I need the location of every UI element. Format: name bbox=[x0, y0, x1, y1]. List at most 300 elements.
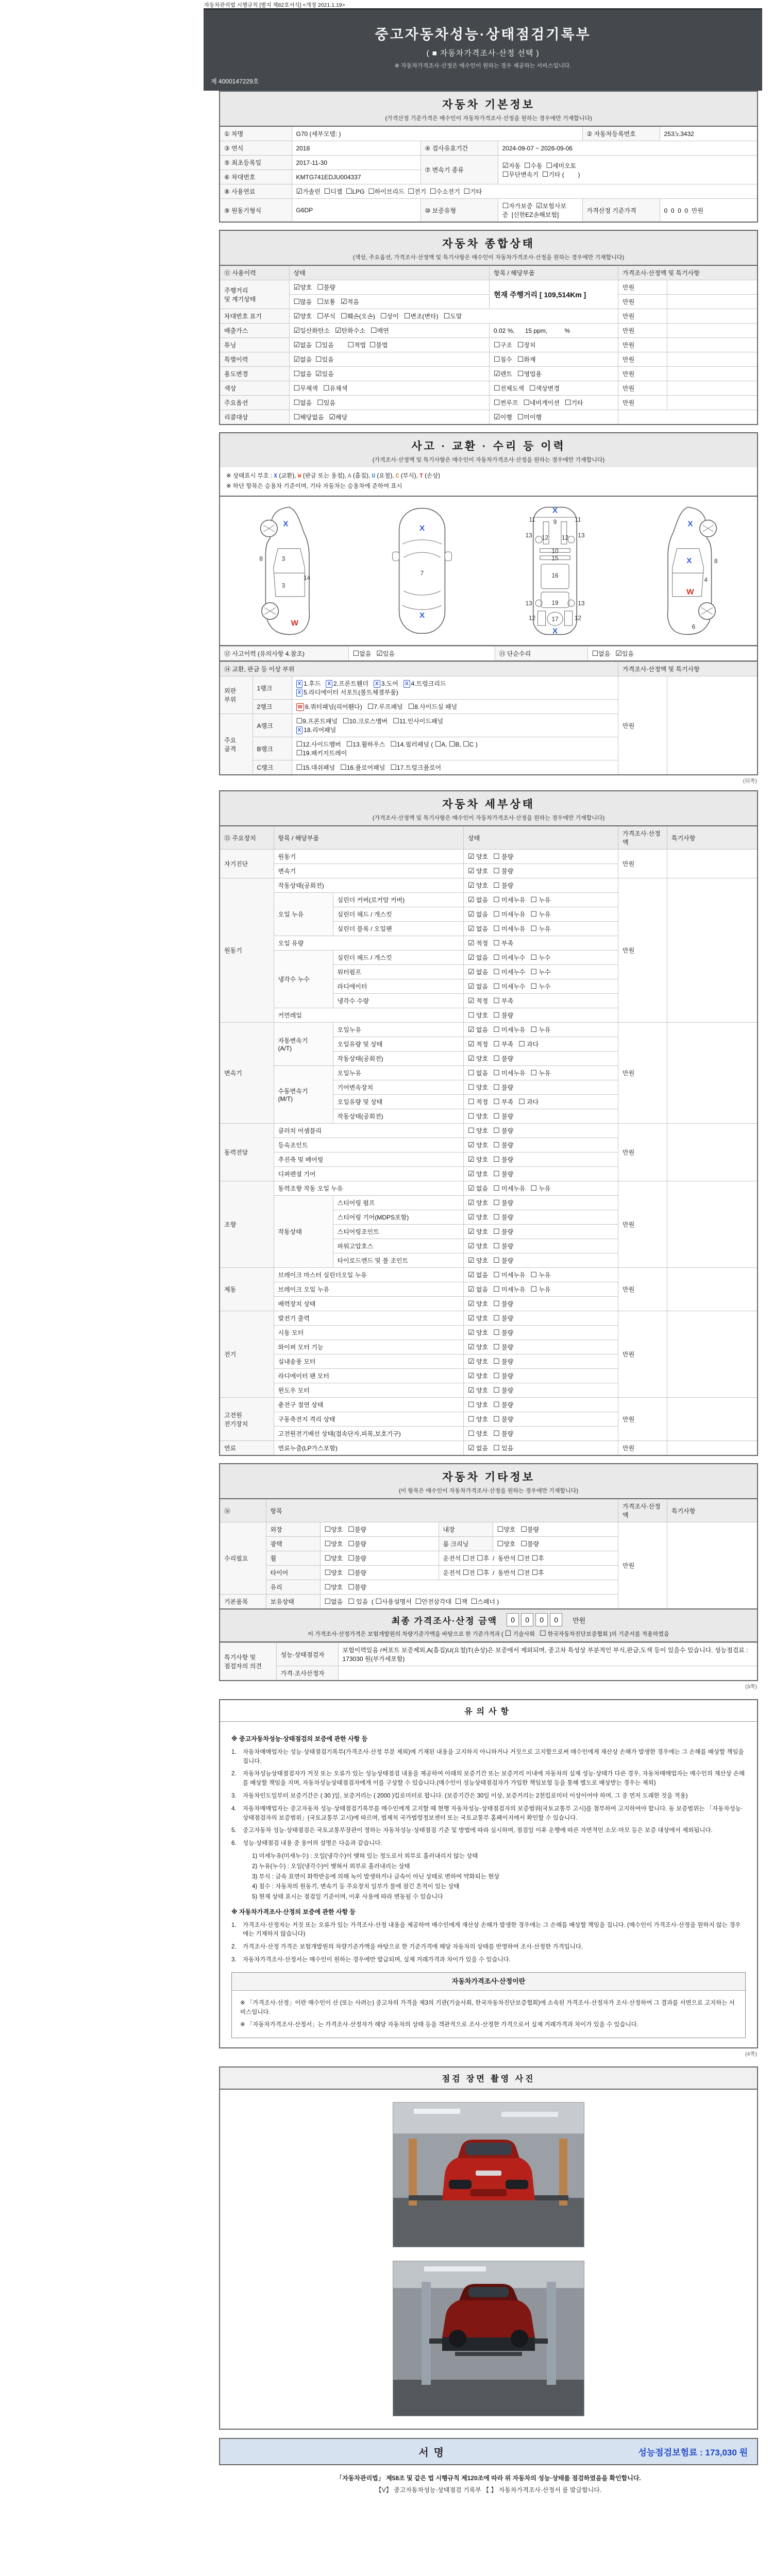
checkbox-empty-icon: ☐ bbox=[530, 1184, 537, 1193]
value-warranty-type[interactable]: ☐자가보증 ☑보험사보증 [신한EZ손해보험] bbox=[498, 199, 582, 223]
accident-history-status[interactable]: ☐없음 ☑있음 bbox=[348, 647, 495, 662]
status[interactable]: ☑ 양호 ☐ 불량 bbox=[464, 1369, 618, 1383]
status[interactable]: ☐ 양호 ☐ 불량 bbox=[464, 1398, 618, 1412]
checkbox-empty-icon: ☐ bbox=[296, 749, 303, 757]
status[interactable]: ☑ 양호 ☐ 불량 bbox=[464, 1196, 618, 1210]
checkbox-empty-icon: ☐ bbox=[524, 161, 531, 170]
group-electric: 전기 bbox=[220, 1311, 274, 1398]
table-row bbox=[220, 156, 758, 170]
checkbox-empty-icon: ☐ bbox=[415, 1597, 422, 1606]
note-cell bbox=[667, 280, 758, 295]
label-accident-history: ⑫ 사고이력 (유의사항 4.참조) bbox=[220, 647, 348, 662]
wheel-positions[interactable]: 운전석 ☐전 ☐후 / 동반석 ☐전 ☐후 bbox=[439, 1551, 618, 1566]
row-mileage: 주행거리 및 계기상태 bbox=[220, 280, 289, 309]
rank-a-items[interactable]: ☐9.프론트패널 ☐10.크로스멤버 ☐11.인사이드패널 X 18.리어패널 bbox=[292, 714, 618, 737]
notice-item bbox=[231, 1943, 746, 1952]
status[interactable]: ☐ 양호 ☐ 불량 bbox=[464, 1080, 618, 1095]
overall-status-table bbox=[219, 265, 758, 425]
checkbox-empty-icon: ☐ bbox=[345, 187, 352, 195]
status[interactable]: ☐양호 ☐불량 bbox=[320, 1551, 439, 1566]
opinion-row bbox=[220, 1643, 758, 1666]
checkbox-empty-icon: ☐ bbox=[530, 1025, 537, 1034]
label-vin: ⑥ 차대번호 bbox=[220, 170, 292, 184]
legend-letter: W bbox=[297, 473, 301, 480]
item: 연료누출(LP가스포함) bbox=[274, 1441, 464, 1456]
weld-mark: W bbox=[291, 619, 298, 628]
item-room-cleaning: 룸 크리닝 bbox=[439, 1537, 493, 1551]
status[interactable]: ☑ 양호 ☐ 불량 bbox=[464, 864, 618, 878]
checkbox-empty-icon: ☐ bbox=[493, 1444, 500, 1452]
checkbox-empty-icon: ☐ bbox=[348, 1525, 355, 1534]
panel-number: 12 bbox=[528, 614, 535, 622]
checkbox-empty-icon: ☐ bbox=[517, 341, 524, 349]
status[interactable]: ☑ 양호 ☐ 불량 bbox=[464, 1138, 618, 1153]
vin-marking-status[interactable]: ☑양호 ☐부식 ☐훼손(오손) ☐상이 ☐변조(변타) ☐도말 bbox=[289, 309, 618, 324]
checkbox-empty-icon: ☐ bbox=[517, 355, 524, 363]
label-car-name: ① 차명 bbox=[220, 126, 292, 141]
checkbox-empty-icon: ☐ bbox=[493, 1170, 500, 1178]
checkbox-empty-icon: ☐ bbox=[324, 1597, 331, 1606]
status[interactable]: ☑ 없음 ☐ 미세누수 ☐ 누수 bbox=[464, 965, 618, 979]
row-options: 주요옵션 bbox=[220, 396, 289, 410]
checkbox-checked-icon: ☑ bbox=[468, 968, 475, 976]
item: 브레이크 오일 누유 bbox=[274, 1282, 464, 1297]
note-cell bbox=[667, 878, 758, 1023]
accident-legend bbox=[219, 467, 758, 497]
table-row bbox=[220, 280, 758, 295]
status[interactable]: ☐ 적정 ☐ 부족 ☐ 과다 bbox=[464, 1095, 618, 1109]
checkbox-empty-icon: ☐ bbox=[323, 384, 330, 392]
status[interactable]: ☐양호 ☐불량 bbox=[320, 1537, 439, 1551]
legend-letter: X bbox=[274, 473, 278, 480]
tire-positions[interactable]: 운전석 ☐전 ☐후 / 동반석 ☐전 ☐후 bbox=[439, 1566, 618, 1580]
inspection-photo-front bbox=[393, 2102, 584, 2247]
status[interactable]: ☑ 없음 ☐ 미세누수 ☐ 누수 bbox=[464, 979, 618, 994]
table-row bbox=[220, 1181, 758, 1196]
note-cell bbox=[667, 1522, 758, 1609]
item: 변속기 bbox=[274, 864, 464, 878]
rank-2-items[interactable]: W 6.쿼터패널(리어휀다) ☐7.루프패널 ☐8.사이드실 패널 bbox=[292, 700, 618, 714]
checkbox-empty-icon: ☐ bbox=[493, 1429, 500, 1438]
status[interactable]: ☑ 양호 ☐ 불량 bbox=[464, 1383, 618, 1398]
page-marker: (뒤쪽) bbox=[743, 778, 757, 785]
checkbox-empty-icon: ☐ bbox=[348, 1597, 355, 1606]
table-row bbox=[220, 1499, 758, 1522]
price-cell: 만원 bbox=[618, 1311, 667, 1398]
status[interactable]: ☑ 없음 ☐ 있음 bbox=[464, 1441, 618, 1456]
notice-body bbox=[220, 1722, 757, 2047]
col-usage-history: ⑪ 사용이력 bbox=[220, 265, 289, 280]
recall-status[interactable]: ☐해당없음 ☑해당 bbox=[289, 410, 490, 425]
checkbox-empty-icon: ☐ bbox=[317, 297, 324, 306]
value-engine-type: G6DP bbox=[292, 199, 421, 223]
emission-values: 0.02 %, 15 ppm, % bbox=[490, 324, 618, 338]
item: 실린더 블록 / 오일팬 bbox=[333, 922, 464, 936]
row-special-history: 특별이력 bbox=[220, 352, 289, 367]
checkbox-empty-icon: ☐ bbox=[370, 326, 377, 334]
item: 시동 모터 bbox=[274, 1326, 464, 1340]
price-cell: 만원 bbox=[618, 352, 667, 367]
checkbox-checked-icon: ☑ bbox=[468, 1198, 475, 1207]
photos-title: 점검 장면 촬영 사진 bbox=[219, 2066, 758, 2090]
checkbox-checked-icon: ☑ bbox=[329, 413, 335, 421]
tuning-target[interactable]: ☐구조 ☐장치 bbox=[490, 338, 618, 352]
recall-note bbox=[618, 410, 758, 425]
notice-part1-items bbox=[231, 1748, 746, 1902]
final-price-section bbox=[219, 1609, 758, 1642]
checkbox-empty-icon: ☐ bbox=[531, 1554, 539, 1563]
legend-letter: U bbox=[372, 473, 376, 480]
checkbox-empty-icon: ☐ bbox=[493, 1415, 500, 1423]
status[interactable]: ☑ 양호 ☐ 불량 bbox=[464, 1340, 618, 1354]
item: 워터펌프 bbox=[333, 965, 464, 979]
checkbox-empty-icon: ☐ bbox=[463, 187, 470, 195]
table-row bbox=[220, 850, 758, 864]
checkbox-empty-icon: ☐ bbox=[530, 953, 537, 962]
item: 윈도우 모터 bbox=[274, 1383, 464, 1398]
simple-repair-status[interactable]: ☐없음 ☑있음 bbox=[587, 647, 758, 662]
status[interactable]: ☑ 적정 ☐ 부족 ☐ 과다 bbox=[464, 1037, 618, 1052]
table-row bbox=[220, 826, 758, 850]
section-title: 자동차 기타정보 bbox=[442, 1471, 535, 1484]
section-subtitle: (가격산정 기준가격은 매수인이 자동차가격조사·산정을 원하는 경우에만 기재합니다) bbox=[385, 115, 592, 122]
checkbox-empty-icon: ☐ bbox=[502, 201, 509, 210]
legend-letter: A bbox=[347, 473, 351, 480]
status[interactable]: ☑ 양호 ☐ 불량 bbox=[464, 850, 618, 864]
status[interactable]: ☑ 양호 ☐ 불량 bbox=[464, 1311, 618, 1326]
checkbox-empty-icon: ☐ bbox=[390, 763, 397, 772]
status[interactable]: ☑ 양호 ☐ 불량 bbox=[464, 878, 618, 893]
status[interactable]: ☑ 없음 ☐ 미세누유 ☐ 누유 bbox=[464, 893, 618, 907]
notice-item bbox=[231, 1805, 746, 1823]
checkbox-empty-icon: ☐ bbox=[324, 187, 331, 195]
item: 실린더 헤드 / 개스킷 bbox=[333, 951, 464, 965]
panel-number: 12 bbox=[574, 614, 581, 622]
section-title: 자동차 종합상태 bbox=[442, 238, 535, 250]
status[interactable]: ☐ 양호 ☐ 불량 bbox=[464, 1008, 618, 1023]
section-title: 사고 · 교환 · 수리 등 이력 bbox=[411, 440, 566, 452]
rank-c: C랭크 bbox=[253, 760, 292, 775]
table-row bbox=[220, 324, 758, 338]
checkbox-empty-icon: ☐ bbox=[434, 740, 442, 749]
exchange-mark-icon: X bbox=[326, 680, 332, 688]
checkbox-empty-icon: ☐ bbox=[462, 1568, 469, 1577]
checkbox-empty-icon: ☐ bbox=[448, 740, 456, 749]
exchange-mark: X bbox=[419, 611, 425, 620]
price-cell: 만원 bbox=[618, 280, 667, 295]
status[interactable]: ☑ 양호 ☐ 불량 bbox=[464, 1052, 618, 1066]
section-subtitle: (가격조사·산정액 및 특기사항은 매수인이 자동차가격조사·산정을 원하는 경우에만 기재합니다) bbox=[372, 815, 605, 822]
checkbox-checked-icon: ☑ bbox=[468, 1141, 475, 1149]
table-row bbox=[220, 265, 758, 280]
checkbox-empty-icon: ☐ bbox=[348, 1554, 355, 1563]
document-content bbox=[219, 91, 758, 2496]
group-main-frame: 주요 골격 bbox=[220, 714, 253, 775]
page-marker: (3쪽) bbox=[745, 1684, 757, 1690]
insurance-fee: 성능점검보험료 : 173,030 원 bbox=[638, 2448, 748, 2458]
checkbox-checked-icon: ☑ bbox=[494, 369, 500, 378]
status[interactable]: ☐양호 ☐불량 bbox=[493, 1537, 618, 1551]
checkbox-checked-icon: ☑ bbox=[468, 1155, 475, 1164]
right-mirror bbox=[445, 552, 452, 561]
item: 등속조인트 bbox=[274, 1138, 464, 1153]
options-status[interactable]: ☐없음 ☐있음 bbox=[289, 396, 490, 410]
col-note: 특기사항 bbox=[667, 1499, 758, 1522]
note-cell bbox=[667, 324, 758, 338]
checkbox-empty-icon: ☐ bbox=[468, 1011, 475, 1020]
inspector-role-label: 가격·조사산정자 bbox=[276, 1666, 338, 1681]
rank-1-items[interactable]: X 1.후드 X 2.프론트휀더 X 3.도어 X 4.트렁크리드 X 5.라디에이터 서포트(볼트체결부품) bbox=[292, 676, 618, 700]
status[interactable]: ☑ 양호 ☐ 불량 bbox=[464, 1153, 618, 1167]
price-cell: 만원 bbox=[618, 1124, 667, 1181]
color-change[interactable]: ☐전체도색 ☐색상변경 bbox=[490, 381, 618, 396]
status[interactable]: ☐ 없음 ☐ 미세누유 ☐ 누유 bbox=[464, 1066, 618, 1080]
section-basic-info-header bbox=[219, 91, 758, 126]
exchange-mark-icon: X bbox=[296, 689, 303, 697]
item: 오일유량 및 상태 bbox=[333, 1095, 464, 1109]
checkbox-empty-icon: ☐ bbox=[517, 369, 524, 378]
col-price: 가격조사·산정액 bbox=[618, 826, 667, 850]
checkbox-checked-icon: ☑ bbox=[335, 326, 342, 334]
checkbox-empty-icon: ☐ bbox=[493, 895, 500, 904]
status[interactable]: ☑ 없음 ☐ 미세누수 ☐ 누수 bbox=[464, 951, 618, 965]
checkbox-empty-icon: ☐ bbox=[340, 763, 347, 772]
checkbox-checked-icon: ☑ bbox=[468, 982, 475, 991]
row-recall: 리콜대상 bbox=[220, 410, 289, 425]
price-digit-box: 0 bbox=[535, 1613, 548, 1626]
panel-number: 19 bbox=[551, 599, 559, 607]
status[interactable]: ☐ 양호 ☐ 불량 bbox=[464, 1412, 618, 1427]
status[interactable]: ☑ 없음 ☐ 미세누유 ☐ 누유 bbox=[464, 1023, 618, 1037]
checkbox-empty-icon: ☐ bbox=[493, 968, 500, 976]
opinion-row bbox=[220, 1666, 758, 1681]
inspector-opinion-text bbox=[338, 1666, 758, 1681]
usage-change-type[interactable]: ☑렌트 ☐영업용 bbox=[490, 367, 618, 381]
item: 오일누유 bbox=[333, 1066, 464, 1080]
checkbox-empty-icon: ☐ bbox=[517, 413, 524, 421]
photos-area bbox=[219, 2090, 758, 2430]
section-title: 자동차 세부상태 bbox=[442, 799, 535, 811]
col-main-device: ⑮ 주요장치 bbox=[220, 826, 274, 850]
notice-sub-item: 5) 현재 상태 표시는 점검일 기준이며, 이후 사용에 따라 변동될 수 있습니다 bbox=[252, 1894, 443, 1901]
status[interactable]: ☑ 양호 ☐ 불량 bbox=[464, 1225, 618, 1239]
checkbox-empty-icon: ☐ bbox=[564, 398, 572, 406]
status[interactable]: ☐양호 ☐불량 bbox=[493, 1522, 618, 1537]
tuning-status[interactable]: ☑없음 ☐있음 ☐적법 ☐불법 bbox=[289, 338, 490, 352]
mileage-meter-status[interactable]: ☑양호 ☐불량 bbox=[289, 280, 490, 295]
checkbox-empty-icon: ☐ bbox=[468, 1069, 475, 1077]
status[interactable]: ☑ 양호 ☐ 불량 bbox=[464, 1326, 618, 1340]
status[interactable]: ☑ 없음 ☐ 미세누유 ☐ 누유 bbox=[464, 1282, 618, 1297]
group-engine: 원동기 bbox=[220, 878, 274, 1023]
col-item-part: 항목 / 해당부품 bbox=[490, 265, 618, 280]
mileage-amount[interactable]: ☐많음 ☐보통 ☑적음 bbox=[289, 295, 490, 309]
checkbox-empty-icon: ☐ bbox=[493, 852, 500, 861]
title-band bbox=[204, 8, 762, 91]
status[interactable]: ☐ 양호 ☐ 불량 bbox=[464, 1124, 618, 1138]
exchange-mark: X bbox=[283, 519, 289, 529]
status[interactable]: ☑ 양호 ☐ 불량 bbox=[464, 1253, 618, 1268]
value-transmission[interactable]: ☑자동 ☐수동 ☐세미오토 ☐무단변속기 ☐기타 ( ) bbox=[498, 156, 758, 184]
status[interactable]: ☑ 양호 ☐ 불량 bbox=[464, 1297, 618, 1311]
color-status[interactable]: ☐무채색 ☐유채색 bbox=[289, 381, 490, 396]
status[interactable]: ☐양호 ☐불량 bbox=[320, 1566, 439, 1580]
item: 실린더 커버(로커암 커버) bbox=[333, 893, 464, 907]
checkbox-empty-icon: ☐ bbox=[455, 1597, 462, 1606]
checkbox-empty-icon: ☐ bbox=[348, 1568, 355, 1577]
recall-done[interactable]: ☑이행 ☐미이행 bbox=[490, 410, 618, 425]
status[interactable]: ☑ 없음 ☐ 미세누유 ☐ 누유 bbox=[464, 1181, 618, 1196]
checkbox-empty-icon: ☐ bbox=[404, 312, 411, 320]
checkbox-empty-icon: ☐ bbox=[493, 1184, 500, 1193]
table-row bbox=[220, 647, 758, 662]
checkbox-empty-icon: ☐ bbox=[493, 1256, 500, 1265]
status[interactable]: ☑ 적정 ☐ 부족 bbox=[464, 994, 618, 1008]
checkbox-empty-icon: ☐ bbox=[493, 1155, 500, 1164]
status[interactable]: ☑ 양호 ☐ 불량 bbox=[464, 1354, 618, 1369]
col-status: 상태 bbox=[464, 826, 618, 850]
panel-number: 3 bbox=[281, 555, 285, 563]
row-emission: 배출가스 bbox=[220, 324, 289, 338]
status[interactable]: ☐양호 ☐불량 bbox=[320, 1522, 439, 1537]
note-cell bbox=[667, 1398, 758, 1441]
item: 오일 유량 bbox=[274, 936, 464, 951]
checkbox-empty-icon: ☐ bbox=[493, 996, 500, 1005]
notice-sub-item: 2) 누유(누수) : 오일(냉각수)이 맺혀서 외부로 흘러내리는 상태 bbox=[252, 1863, 410, 1870]
checkbox-empty-icon: ☐ bbox=[468, 1112, 475, 1121]
checkbox-checked-icon: ☑ bbox=[468, 1314, 475, 1323]
table-row bbox=[220, 396, 758, 410]
notice-item-text: 자동차성능상태점검자가 거짓 또는 오류가 있는 성능상태점검 내용을 제공하여 아래의 보증기간 또는 보증거리 이내에 자동차의 실제 성능·상태가 다른 경우, 자동차매매업자는 매수인의 재산상 손해를 배상할 책임을 지며, 자동차성능상태점검자에게 이를 구상할 수 있습니다.(매수인이 성능상태점검자가 가입한 책임보험 등을 통해 별도로 배상받는 경우는 제외) bbox=[243, 1771, 745, 1787]
opinion-section-label: 특기사항 및 점검자의 의견 bbox=[220, 1643, 276, 1681]
checkbox-empty-icon: ☐ bbox=[429, 187, 436, 195]
notice-item bbox=[231, 1748, 746, 1767]
item: 작동상태(공회전) bbox=[333, 1109, 464, 1124]
checkbox-empty-icon: ☐ bbox=[369, 341, 376, 349]
value-fuel[interactable]: ☑가솔린 ☐디젤 ☐LPG ☐하이브리드 ☐전기 ☐수소전기 ☐기타 bbox=[292, 184, 758, 199]
table-row bbox=[220, 295, 758, 309]
special-history-type[interactable]: ☐침수 ☐화재 bbox=[490, 352, 618, 367]
item: 커먼레일 bbox=[274, 1008, 464, 1023]
car-diagram-side-left bbox=[251, 504, 328, 638]
panel-number: 13 bbox=[578, 600, 585, 607]
panel-number: 9 bbox=[553, 518, 557, 526]
value-inspection-period: 2024-09-07 ~ 2026-09-06 bbox=[498, 141, 758, 156]
checkbox-empty-icon: ☐ bbox=[296, 763, 303, 772]
usage-change-status[interactable]: ☐없음 ☑있음 bbox=[289, 367, 490, 381]
checkbox-checked-icon: ☑ bbox=[468, 1299, 475, 1308]
notice-item-number: 1. bbox=[231, 1922, 237, 1928]
table-row bbox=[220, 309, 758, 324]
checkbox-checked-icon: ☑ bbox=[494, 413, 500, 421]
price-digit-box: 0 bbox=[507, 1613, 519, 1626]
checkbox-empty-icon: ☐ bbox=[352, 649, 360, 658]
table-row bbox=[220, 352, 758, 367]
panel-number: 3 bbox=[281, 582, 285, 589]
status[interactable]: ☐양호 ☐불량 bbox=[320, 1580, 618, 1595]
signature-label: 서명 bbox=[418, 2447, 449, 2459]
row-usage-change: 용도변경 bbox=[220, 367, 289, 381]
price-cell: 만원 bbox=[618, 1441, 667, 1456]
checkbox-empty-icon: ☐ bbox=[493, 1069, 500, 1077]
checkbox-checked-icon: ☑ bbox=[615, 649, 622, 658]
label-base-price: 가격산정 기준가격 bbox=[582, 199, 660, 223]
checkbox-empty-icon: ☐ bbox=[493, 1040, 500, 1048]
checkbox-empty-icon: ☐ bbox=[347, 341, 354, 349]
note-cell bbox=[667, 676, 758, 775]
status[interactable]: ☑ 양호 ☐ 불량 bbox=[464, 1210, 618, 1225]
checkbox-checked-icon: ☑ bbox=[502, 161, 509, 170]
label-transmission: ⑦ 변속기 종류 bbox=[421, 156, 498, 184]
checkbox-empty-icon: ☐ bbox=[380, 312, 387, 320]
checkbox-checked-icon: ☑ bbox=[468, 1054, 475, 1063]
checkbox-empty-icon: ☐ bbox=[518, 1097, 525, 1106]
notice-sub-item: 4) 침수 : 자동차의 원동기, 변속기 등 주요장치 일부가 물에 잠긴 흔적이 있는 상태 bbox=[252, 1884, 460, 1890]
checkbox-checked-icon: ☑ bbox=[296, 187, 303, 195]
status[interactable]: ☑ 양호 ☐ 불량 bbox=[464, 1239, 618, 1253]
legend-letter: T bbox=[419, 473, 423, 480]
section-detail-header bbox=[219, 790, 758, 825]
checkbox-empty-icon: ☐ bbox=[293, 297, 300, 306]
notice-item bbox=[231, 1770, 746, 1788]
item-wheel: 휠 bbox=[266, 1551, 320, 1566]
final-price-digits bbox=[505, 1613, 562, 1626]
status[interactable]: ☑ 없음 ☐ 미세누유 ☐ 누유 bbox=[464, 922, 618, 936]
options-type[interactable]: ☐썬루프 ☐네비게이션 ☐기타 bbox=[490, 396, 618, 410]
checkbox-empty-icon: ☐ bbox=[493, 1126, 500, 1135]
status[interactable]: ☐ 양호 ☐ 불량 bbox=[464, 1109, 618, 1124]
status[interactable]: ☑ 양호 ☐ 불량 bbox=[464, 1167, 618, 1181]
checkbox-empty-icon: ☐ bbox=[493, 939, 500, 947]
checkbox-empty-icon: ☐ bbox=[443, 312, 450, 320]
notice-item-text: 자동차인도일부터 보증기간은 ( 30 )일, 보증거리는 ( 2000 )킬로미터로 합니다. (보증기간은 30일 이상, 보증거리는 2천킬로미터 이상이어야 하며, 그 중 먼저 도래한 것을 적용) bbox=[243, 1792, 688, 1799]
possession-status[interactable]: ☐없음 ☐ 있음 ( ☐사용설명서 ☐안전삼각대 ☐잭 ☐스패너 ) bbox=[320, 1595, 618, 1609]
group-self-diagnosis: 자기진단 bbox=[220, 850, 274, 878]
notice-item-number: 1. bbox=[231, 1749, 237, 1755]
final-price-unit: 만원 bbox=[573, 1616, 586, 1624]
price-cell: 만원 bbox=[618, 381, 667, 396]
notice-part2-heading: ※ 자동차가격조사·산정의 보증에 관한 사항 등 bbox=[231, 1908, 356, 1916]
price-cell: 만원 bbox=[618, 1522, 667, 1609]
table-row bbox=[220, 1124, 758, 1138]
status[interactable]: ☑ 적정 ☐ 부족 bbox=[464, 936, 618, 951]
value-first-reg: 2017-11-30 bbox=[292, 156, 421, 170]
item: 스티어링 기어(MDPS포함) bbox=[333, 1210, 464, 1225]
rank-b-items[interactable]: ☐12.사이드멤버 ☐13.휠하우스 ☐14.필러패널 ( ☐A, ☐B, ☐C ) ☐19.패키지트레이 bbox=[292, 737, 618, 760]
notice-item-number: 3. bbox=[231, 1792, 237, 1799]
group-high-voltage: 고전원 전기장치 bbox=[220, 1398, 274, 1441]
item: 실내송풍 모터 bbox=[274, 1354, 464, 1369]
special-history-status[interactable]: ☑없음 ☐있음 bbox=[289, 352, 490, 367]
checkbox-empty-icon: ☐ bbox=[517, 1568, 524, 1577]
checkbox-empty-icon: ☐ bbox=[317, 398, 324, 406]
table-row bbox=[220, 141, 758, 156]
checkbox-empty-icon: ☐ bbox=[540, 1629, 546, 1638]
checkbox-empty-icon: ☐ bbox=[494, 341, 500, 349]
status[interactable]: ☐ 양호 ☐ 불량 bbox=[464, 1427, 618, 1441]
emission-status[interactable]: ☑일산화탄소 ☑탄화수소 ☐매연 bbox=[289, 324, 490, 338]
checkbox-empty-icon: ☐ bbox=[520, 1525, 527, 1534]
rank-c-items[interactable]: ☐15.대쉬패널 ☐16.플로어패널 ☐17.트렁크플로어 bbox=[292, 760, 618, 775]
exchange-mark: X bbox=[687, 519, 693, 529]
status[interactable]: ☑ 없음 ☐ 미세누유 ☐ 누유 bbox=[464, 1268, 618, 1282]
price-cell: 만원 bbox=[618, 850, 667, 878]
car-diagram-bottom bbox=[516, 504, 594, 638]
value-car-name: G70 (세부모델: ) bbox=[292, 126, 582, 141]
label-fuel: ⑧ 사용연료 bbox=[220, 184, 292, 199]
status[interactable]: ☑ 없음 ☐ 미세누유 ☐ 누유 bbox=[464, 907, 618, 922]
item: 실린더 헤드 / 개스킷 bbox=[333, 907, 464, 922]
